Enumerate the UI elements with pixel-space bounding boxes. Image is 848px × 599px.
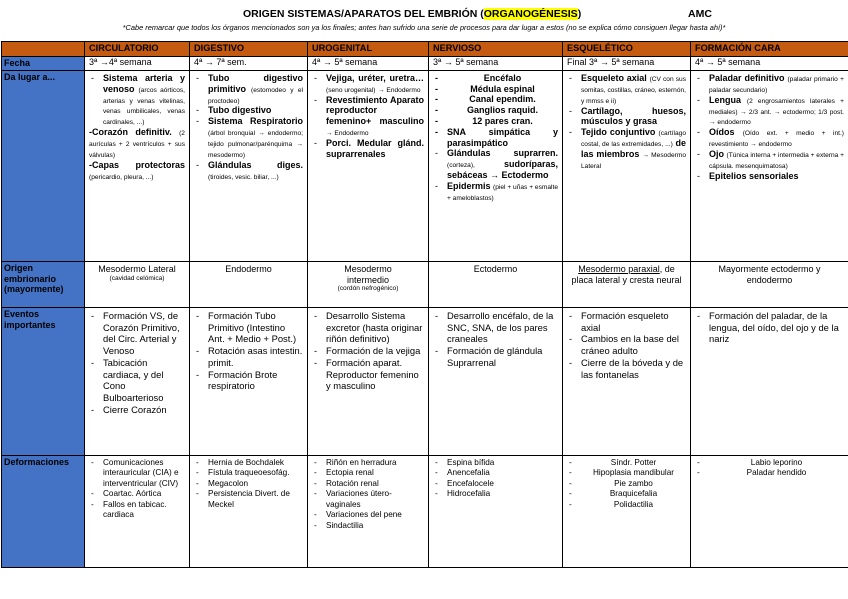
title-text <box>243 8 581 20</box>
list-item: - Ectopia renal <box>312 468 424 479</box>
fecha-esqueletico: Final 3ª → 5ª semana <box>563 57 691 71</box>
list-item: - Paladar definitivo (paladar primario + paladar secundario) <box>695 73 844 95</box>
lugar-nervioso <box>429 70 563 261</box>
row-deformaciones <box>2 455 848 567</box>
fecha-urogenital: 4ª → 5ª semana <box>308 57 429 71</box>
list-item: - Cambios en la base del cráneo adulto <box>567 333 686 357</box>
list-item: - Epidermis (piel + uñas + esmalte + ameloblastos) <box>433 181 558 203</box>
list-item: - Síndr. Potter <box>567 458 686 469</box>
list-item: - SNA simpática y parasimpático <box>433 127 558 149</box>
list-item: - Desarrollo Sistema excretor (hasta originar riñón definitivo) <box>312 310 424 345</box>
list-item: - Encefalocele <box>433 479 558 490</box>
eventos-cara <box>691 307 848 455</box>
origen-circulatorio: Mesodermo Lateral (cavidad celómica) <box>85 261 190 307</box>
col-header-esqueletico: ESQUELÉTICO <box>563 42 691 57</box>
list-item: - Formación esqueleto axial <box>567 310 686 334</box>
list-item: - Formación de glándula Suprarrenal <box>433 345 558 369</box>
row-label-deformaciones: Deformaciones <box>2 455 85 567</box>
row-origen <box>2 261 848 307</box>
row-label-fecha: Fecha <box>2 57 85 71</box>
list-item: - Pie zambo <box>567 479 686 490</box>
list-item: - Desarrollo encéfalo, de la SNC, SNA, de los pares craneales <box>433 310 558 345</box>
list-item: - Variaciones útero-vaginales <box>312 489 424 510</box>
list-item: - Hernia de Bochdalek <box>194 458 303 469</box>
list-item: - Médula espinal <box>433 84 558 95</box>
lugar-circulatorio: - Sistema arteria y venoso (arcos aórticos, arterias y venas vitelinas, venas umbilicales, venas cardinales, ...) -Corazón definitiv. (2 aurículas + 2 ventrículos + sus válvulas) -Capas protectoras (pericardio, pleura, ...) <box>85 70 190 261</box>
lugar-cara <box>691 70 848 261</box>
row-label-eventos: Eventos importantes <box>2 307 85 455</box>
list-item: - Sindactilia <box>312 521 424 532</box>
list-item: - Megacolon <box>194 479 303 490</box>
deform-esqueletico <box>563 455 691 567</box>
list-item: - Encéfalo <box>433 73 558 84</box>
list-item: - Formación de la vejiga <box>312 345 424 357</box>
list-item: - Tabicación cardiaca, y del Cono Bulboarterioso <box>89 357 185 404</box>
list-item: - 12 pares cran. <box>433 116 558 127</box>
document-title <box>0 8 848 22</box>
list-item: - Comunicaciones interauricular (CIA) e interventricular (CIV) <box>89 458 185 490</box>
list-item: - Canal ependim. <box>433 94 558 105</box>
eventos-nervioso <box>429 307 563 455</box>
lugar-digestivo <box>190 70 308 261</box>
list-item: - Cierre de la bóveda y de las fontanelas <box>567 357 686 381</box>
list-item: - Riñón en herradura <box>312 458 424 469</box>
list-item: - Tubo digestivo <box>194 105 303 116</box>
list-item: - Oídos (Oído ext. + medio + int.) revestimiento → endodermo <box>695 127 844 149</box>
header-row <box>2 42 848 57</box>
list-item: -Corazón definitiv. <box>89 127 172 138</box>
list-item: - Lengua (2 engrosamientos laterales + mediales) → 2/3 ant. → ectodermo; 1/3 post. → endodermo <box>695 95 844 128</box>
list-item: - Cierre Corazón <box>89 404 185 416</box>
list-item: - Braquicefalia <box>567 489 686 500</box>
col-header-urogenital: UROGENITAL <box>308 42 429 57</box>
row-lugar <box>2 70 848 261</box>
row-fecha <box>2 57 848 71</box>
author-initials: AMC <box>688 8 712 20</box>
list-item: - Revestimiento Aparato reproductor femenino+ masculino → Endodermo <box>312 95 424 138</box>
fecha-nervioso: 3ª → 5ª semana <box>429 57 563 71</box>
list-item: - Tubo digestivo primitivo (estomodeo y el proctodeo) <box>194 73 303 106</box>
deform-cara <box>691 455 848 567</box>
list-item: - Fallos en tabicac. cardiaca <box>89 500 185 521</box>
row-label-origen: Origen embrionario (mayormente) <box>2 261 85 307</box>
list-item: - Glándulas diges. (tiroides, vesic. biliar, ...) <box>194 160 303 182</box>
origen-esqueletico: Mesodermo paraxial, de placa lateral y cresta neural <box>563 261 691 307</box>
list-item: -Capas protectoras <box>89 159 185 170</box>
list-item: - Cartílago, huesos, músculos y grasa <box>567 106 686 128</box>
list-item: - Esqueleto axial (CV con sus somitas, costillas, cráneo, esternón, y mmss e ii) <box>567 73 686 106</box>
list-item: - Ojo (Túnica interna + intermedia + externa + cápsula. mesenquimatosa) <box>695 149 844 171</box>
origen-cara: Mayormente ectodermo y endodermo <box>691 261 848 307</box>
deform-circulatorio <box>85 455 190 567</box>
list-item: - Porci. Medular glánd. suprarrenales <box>312 138 424 160</box>
list-item: - Formación VS, de Corazón Primitivo, del Circ. Arterial y Venoso <box>89 310 185 357</box>
list-item: - Formación Brote respiratorio <box>194 369 303 393</box>
organogenesis-table <box>1 41 848 568</box>
list-item: - Polidactilia <box>567 500 686 511</box>
origen-digestivo: Endodermo <box>190 261 308 307</box>
list-item: - Espina bífida <box>433 458 558 469</box>
deform-urogenital <box>308 455 429 567</box>
list-item: - Rotación asas intestin. primit. <box>194 345 303 369</box>
fecha-digestivo: 4ª → 7ª sem. <box>190 57 308 71</box>
origen-urogenital: Mesodermo intermedio (cordón nefrogénico) <box>308 261 429 307</box>
col-header-digestivo: DIGESTIVO <box>190 42 308 57</box>
list-item: - Anencefalia <box>433 468 558 479</box>
deform-digestivo <box>190 455 308 567</box>
fecha-circulatorio: 3ª →4ª semana <box>85 57 190 71</box>
origen-nervioso: Ectodermo <box>429 261 563 307</box>
col-header-cara: FORMACIÓN CARA <box>691 42 848 57</box>
fecha-cara: 4ª → 5ª semana <box>691 57 848 71</box>
list-item: - Sistema Respiratorio (árbol bronquial → endodermo; tejido pulmonar/parénquima → mesodermo) <box>194 116 303 160</box>
corner-cell <box>2 42 85 57</box>
row-eventos <box>2 307 848 455</box>
deform-nervioso <box>429 455 563 567</box>
title-main: ORIGEN SISTEMAS/APARATOS DEL EMBRIÓN ( <box>243 8 484 20</box>
document-note: *Cabe remarcar que todos los órganos mencionados son ya los finales; antes han sufrido una serie de procesos para dar lugar a estos (no se explica cómo consiguen llegar hasta ahí)* <box>122 23 726 32</box>
list-item: - Fístula traqueoesofág. <box>194 468 303 479</box>
list-item: - Labio leporino <box>695 458 844 469</box>
list-item: - Persistencia Divert. de Meckel <box>194 489 303 510</box>
col-header-nervioso: NERVIOSO <box>429 42 563 57</box>
list-item: - Coartac. Aórtica <box>89 489 185 500</box>
lugar-urogenital <box>308 70 429 261</box>
list-item: - Hipoplasia mandibular <box>567 468 686 479</box>
row-label-lugar: Da lugar a... <box>2 70 85 261</box>
list-item: - Sistema arteria y venoso (arcos aórticos, arterias y venas vitelinas, venas umbilicales, venas cardinales, ...) <box>89 73 185 127</box>
title-close: ) <box>577 8 582 20</box>
list-item: - Rotación renal <box>312 479 424 490</box>
list-item: - Tejido conjuntivo (cartílago costal, de las extremidades, ...) de las miembros → Mesodermo Lateral <box>567 127 686 171</box>
list-item: - Ganglios raquid. <box>433 105 558 116</box>
lugar-esqueletico <box>563 70 691 261</box>
list-item: - Epitelios sensoriales <box>695 171 844 182</box>
list-item: - Paladar hendido <box>695 468 844 479</box>
eventos-circulatorio <box>85 307 190 455</box>
eventos-digestivo <box>190 307 308 455</box>
title-highlight: ORGANOGÉNESIS <box>483 8 578 20</box>
list-item: - Formación del paladar, de la lengua, del oído, del ojo y de la nariz <box>695 310 844 345</box>
list-item: - Vejiga, uréter, uretra… (seno urogenital) → Endodermo <box>312 73 424 95</box>
eventos-esqueletico <box>563 307 691 455</box>
list-item: - Variaciones del pene <box>312 510 424 521</box>
col-header-circulatorio: CIRCULATORIO <box>85 42 190 57</box>
list-item: - Formación Tubo Primitivo (Intestino Ant. + Medio + Post.) <box>194 310 303 345</box>
list-item: - Hidrocefalia <box>433 489 558 500</box>
list-item: - Glándulas suprarren. (corteza), sudoríparas, sebáceas → Ectodermo <box>433 148 558 181</box>
eventos-urogenital <box>308 307 429 455</box>
list-item: - Formación aparat. Reproductor femenino y masculino <box>312 357 424 392</box>
